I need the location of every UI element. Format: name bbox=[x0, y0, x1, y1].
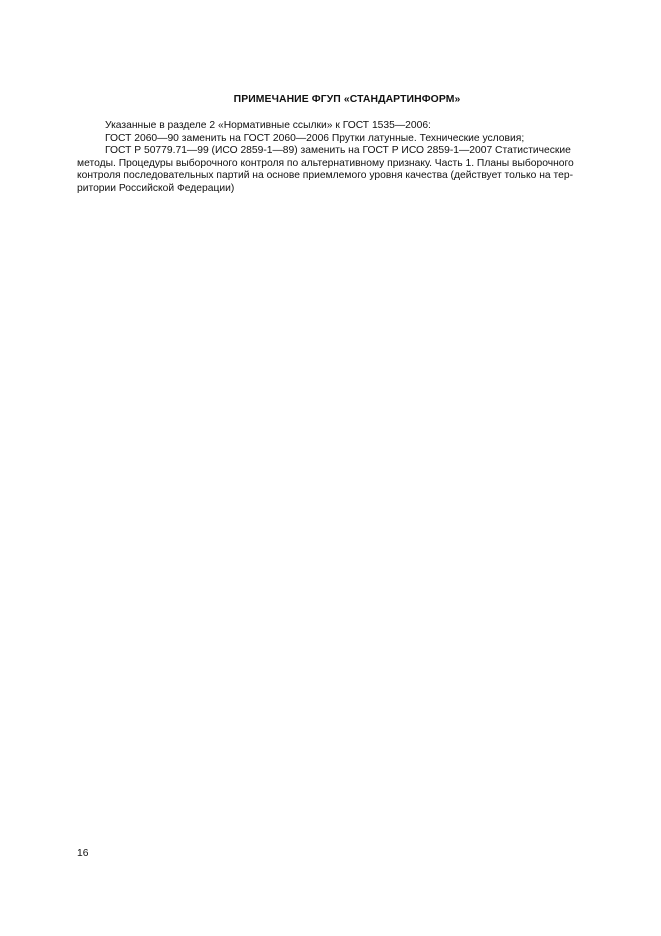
note-title: ПРИМЕЧАНИЕ ФГУП «СТАНДАРТИНФОРМ» bbox=[233, 94, 461, 105]
note-line-continuation-1: методы. Процедуры выборочного контроля по альтернативному признаку. Часть 1. Планы выборочного bbox=[77, 157, 574, 169]
note-line-gost-2060: ГОСТ 2060—90 заменить на ГОСТ 2060—2006 Прутки латунные. Технические условия; bbox=[105, 132, 525, 144]
note-body bbox=[77, 120, 617, 196]
note-line-gost-50779: ГОСТ Р 50779.71—99 (ИСО 2859-1—89) заменить на ГОСТ Р ИСО 2859-1—2007 Статистические bbox=[105, 145, 571, 157]
note-line-continuation-2: контроля последовательных партий на основе приемлемого уровня качества (действует только на тер- bbox=[77, 170, 573, 182]
note-line-continuation-3: ритории Российской Федерации) bbox=[77, 182, 235, 194]
note-line-intro: Указанные в разделе 2 «Нормативные ссылки» к ГОСТ 1535—2006: bbox=[105, 120, 431, 131]
page-number: 16 bbox=[77, 848, 89, 859]
